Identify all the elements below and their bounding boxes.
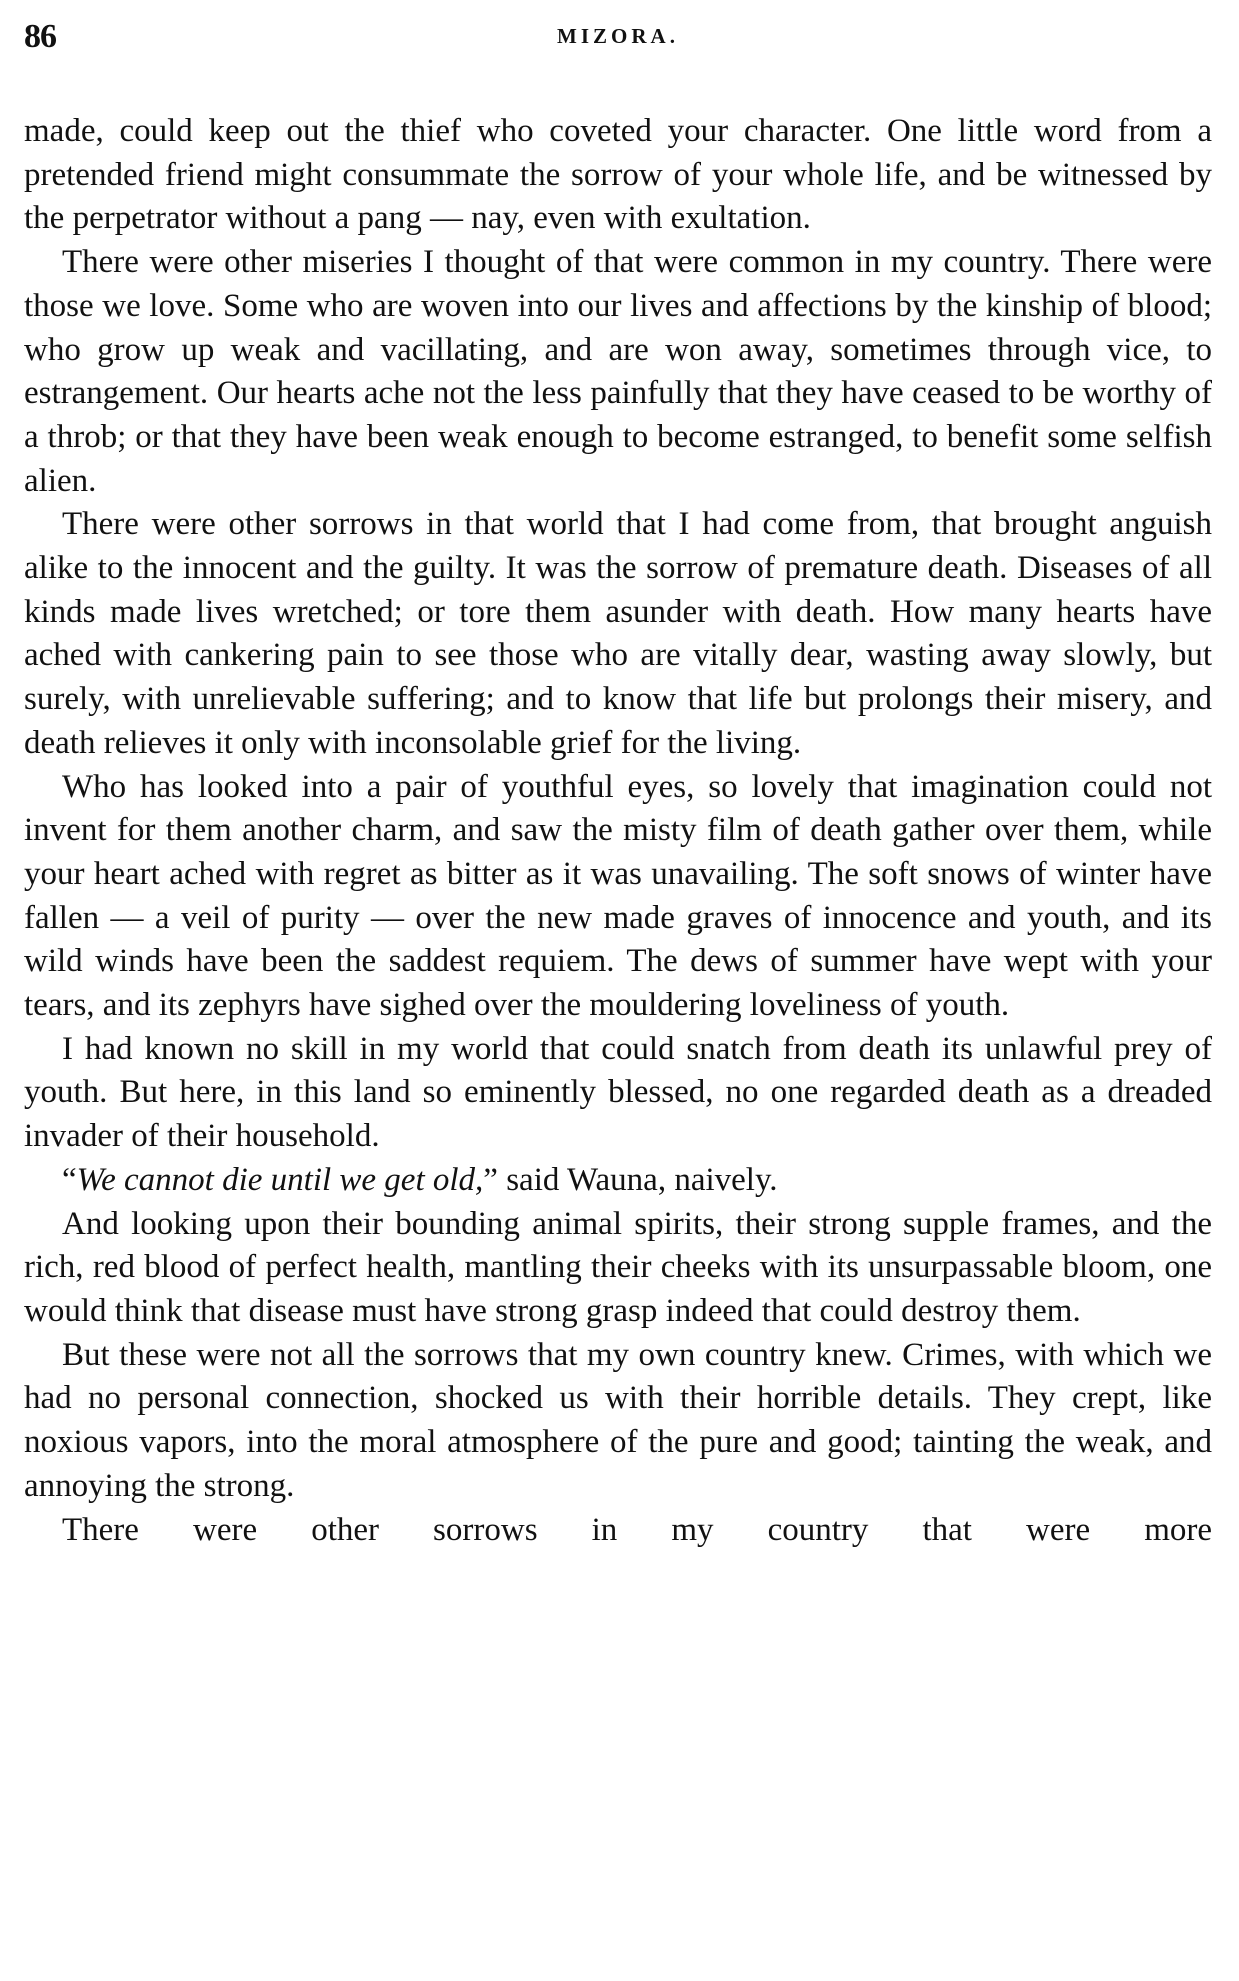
page-header	[24, 0, 1212, 72]
paragraph: And looking upon their bounding animal spirits, their strong supple frames, and the rich, red blood of perfect health, mantling their cheeks with its unsurpassable bloom, one would think that disease must have strong grasp indeed that could destroy them.	[24, 1205, 1212, 1329]
book-page	[24, 0, 1212, 1981]
page-number: 86	[24, 18, 56, 55]
paragraph: I had known no skill in my world that could snatch from death its unlawful prey of youth. But here, in this land so eminently blessed, no one regarded death as a dreaded invader of their household.	[24, 1030, 1212, 1155]
body-text	[24, 110, 1212, 1552]
close-quote-mark: ”	[483, 1161, 498, 1198]
paragraph: Who has looked into a pair of youthful eyes, so lovely that imagination could not invent for them another charm, and saw the misty film of death gather over them, while your heart ached with regret as bitter as it was unavailing. The soft snows of winter have fallen — a veil of purity — over the new made graves of innocence and youth, and its wild winds have been the saddest requiem. The dews of summer have wept with your tears, and its zephyrs have sighed over the mouldering loveliness of youth.	[24, 768, 1212, 1024]
paragraph-dialogue	[24, 1159, 1212, 1203]
paragraph: There were other sorrows in that world that I had come from, that brought anguish alike to the innocent and the guilty. It was the sorrow of premature death. Diseases of all kinds made lives wretched; or tore them asunder with death. How many hearts have ached with cankering pain to see those who are vitally dear, wasting away slowly, but surely, with unrelievable suffering; and to know that life but prolongs their misery, and death relieves it only with inconsolable grief for the living.	[24, 506, 1212, 761]
dialogue-attribution: said Wauna, naively.	[497, 1161, 778, 1198]
paragraph: But these were not all the sorrows that my own country knew. Crimes, with which we had no personal connection, shocked us with their horrible details. They crept, like noxious vapors, into the moral atmosphere of the pure and good; tainting the weak, and annoying the strong.	[24, 1336, 1212, 1504]
paragraph: made, could keep out the thief who coveted your character. One little word from a pretended friend might consummate the sorrow of your whole life, and be witnessed by the perpetrator without a pang — nay, even with exultation.	[24, 113, 1212, 237]
paragraph: There were other miseries I thought of that were common in my country. There were those we love. Some who are woven into our lives and affections by the kinship of blood; who grow up weak and vacillating, and are won away, sometimes through vice, to estrangement. Our hearts ache not the less painfully that they have ceased to be worthy of a throb; or that they have been weak enough to become estranged, to benefit some selfish alien.	[24, 244, 1212, 499]
paragraph: There were other sorrows in my country that were more	[62, 1511, 1212, 1548]
open-quote-mark: “	[62, 1161, 77, 1198]
running-head: MIZORA.	[557, 24, 679, 48]
dialogue-quote: We cannot die until we get old,	[76, 1161, 484, 1198]
